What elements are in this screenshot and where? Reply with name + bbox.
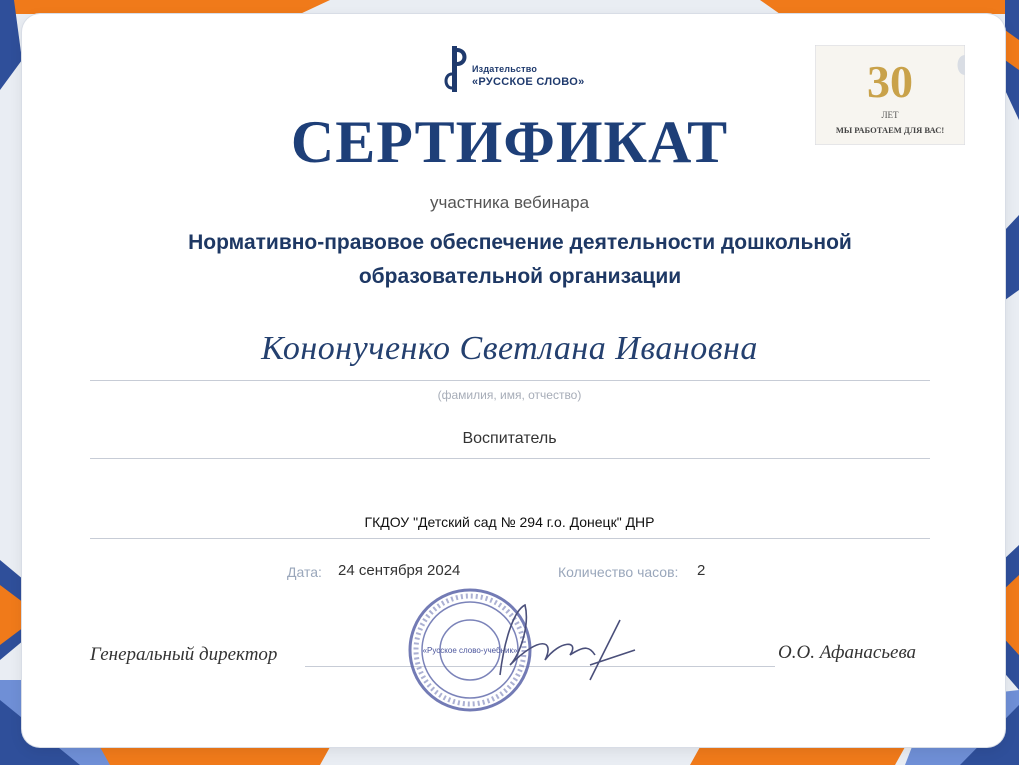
date-value: 24 сентября 2024 <box>338 562 461 579</box>
webinar-title-line1: Нормативно-правовое обеспечение деятельности дошкольной <box>188 231 852 254</box>
name-underline <box>90 380 930 381</box>
publisher-logo-icon <box>440 44 470 94</box>
director-signature <box>470 595 640 685</box>
stamp-text: «Русское слово-учебник» <box>422 646 518 655</box>
date-label: Дата: <box>287 564 322 580</box>
badge-tagline: МЫ РАБОТАЕМ ДЛЯ ВАС! <box>835 125 945 135</box>
participant-position: Воспитатель <box>462 430 557 447</box>
publisher-name: «РУССКОЕ СЛОВО» <box>472 76 585 88</box>
webinar-title-line2: образовательной организации <box>358 265 682 288</box>
signer-title: Генеральный директор <box>90 644 278 665</box>
certificate-title: СЕРТИФИКАТ <box>290 109 729 175</box>
name-hint: (фамилия, имя, отчество) <box>437 388 582 402</box>
signer-name: О.О. Афанасьева <box>778 642 917 663</box>
hours-value: 2 <box>697 562 706 579</box>
position-underline <box>90 458 930 459</box>
badge-word: ЛЕТ <box>881 110 899 120</box>
organization-underline <box>90 538 930 539</box>
webinar-title <box>60 226 980 294</box>
publisher-label: Издательство <box>472 64 538 74</box>
participant-name: Кононученко Светлана Ивановна <box>261 330 758 367</box>
certificate-subtitle: участника вебинара <box>429 193 590 212</box>
participant-organization: ГКДОУ "Детский сад № 294 г.о. Донецк" ДНР <box>364 514 655 530</box>
hours-label: Количество часов: <box>558 564 679 580</box>
badge-number: 30 <box>867 56 913 107</box>
